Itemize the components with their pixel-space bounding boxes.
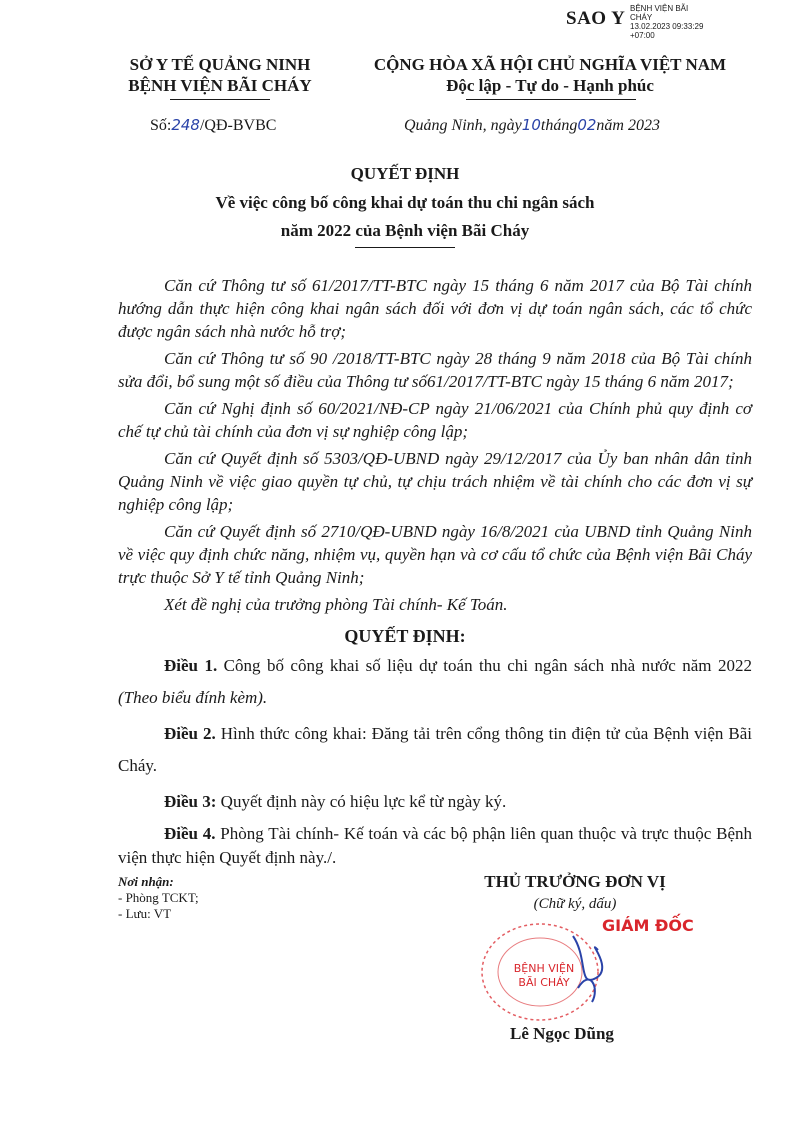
article-4: [118, 822, 752, 870]
org-parent: SỞ Y TẾ QUẢNG NINH: [129, 55, 311, 74]
date-year: năm 2023: [596, 117, 660, 134]
doc-number-prefix: Số:: [150, 117, 172, 134]
article-4-label: Điều 4.: [164, 824, 216, 843]
nation-name: CỘNG HÒA XÃ HỘI CHỦ NGHĨA VIỆT NAM: [373, 55, 727, 74]
article-2: [118, 718, 752, 782]
preamble-basis-5: Căn cứ Quyết định số 2710/QĐ-UBND ngày 16/8/2021 của UBND tỉnh Quảng Ninh về việc quy định chức năng, nhiệm vụ, quyền hạn và cơ cấu tổ chức của Bệnh viện Bãi Cháy trực thuộc Sở Y tế tỉnh Quảng Ninh;: [118, 522, 752, 587]
decision-subject-line2: năm 2022 của Bệnh viện Bãi Cháy: [280, 221, 530, 240]
preamble-basis-1: Căn cứ Thông tư số 61/2017/TT-BTC ngày 15 tháng 6 năm 2017 của Bộ Tài chính hướng dẫn thực hiện công khai ngân sách đối với đơn vị dự toán ngân sách, các tổ chức được ngân sách nhà nước hỗ trợ;: [118, 276, 752, 341]
sao-y-label: SAO Y: [566, 8, 626, 29]
doc-number-handwritten: 248: [171, 116, 200, 134]
motto-underline: [466, 99, 636, 100]
signer-name: Lê Ngọc Dũng: [510, 1024, 614, 1043]
digital-signature-info: [630, 4, 703, 40]
preamble-basis-3: Căn cứ Nghị định số 60/2021/NĐ-CP ngày 21/06/2021 của Chính phủ quy định cơ chế tự chủ tài chính của đơn vị sự nghiệp công lập;: [118, 399, 752, 441]
article-2-label: Điều 2.: [164, 724, 216, 743]
stamp-signer-line1: BỆNH VIỆN BÃI: [630, 4, 689, 13]
national-heading: [360, 54, 740, 96]
article-3-label: Điều 3:: [164, 792, 217, 811]
date-month: 02: [577, 116, 597, 134]
preamble-proposal: Xét đề nghị của trưởng phòng Tài chính- Kế Toán.: [164, 595, 508, 614]
article-3: [118, 786, 752, 818]
preamble-basis-4: Căn cứ Quyết định số 5303/QĐ-UBND ngày 29/12/2017 của Ủy ban nhân dân tỉnh Quảng Ninh về việc giao quyền tự chủ, tự chịu trách nhiệm về tài chính cho các đơn vị sự nghiệp công lập;: [118, 449, 752, 514]
preamble-basis-2: Căn cứ Thông tư số 90 /2018/TT-BTC ngày 28 tháng 9 năm 2018 của Bộ Tài chính sửa đổi, bổ sung một số điều của Thông tư số61/2017/TT-BTC ngày 15 tháng 6 năm 2017;: [118, 349, 752, 391]
recipient-item: - Phòng TCKT;: [118, 890, 199, 905]
decision-subject-line1: Về việc công bố công khai dự toán thu chi ngân sách: [215, 193, 595, 212]
doc-number-suffix: /QĐ-BVBC: [199, 117, 277, 134]
seal-inscription: BỆNH VIỆN BÃI CHÁY: [513, 962, 575, 989]
article-1-note: (Theo biểu đính kèm).: [118, 688, 268, 707]
preamble: [118, 274, 752, 620]
article-3-text: Quyết định này có hiệu lực kể từ ngày ký.: [216, 792, 507, 811]
org-name: BỆNH VIỆN BÃI CHÁY: [128, 76, 312, 95]
stamp-timezone: +07:00: [630, 31, 655, 40]
stamp-signer-line2: CHÁY: [630, 13, 653, 22]
article-1: [118, 650, 752, 714]
article-2-text: Hình thức công khai: Đăng tải trên cổng thông tin điện tử của Bệnh viện Bãi Cháy.: [118, 724, 752, 775]
title-underline: [355, 247, 455, 248]
article-1-text: Công bố công khai số liệu dự toán thu chi ngân sách nhà nước năm 2022: [217, 656, 752, 675]
articles: [118, 650, 752, 874]
date-month-label: tháng: [540, 117, 578, 134]
recipients-block: [118, 874, 199, 922]
signature-title: THỦ TRƯỞNG ĐƠN VỊ: [484, 872, 666, 891]
issue-date: [404, 116, 660, 135]
date-place: Quảng Ninh, ngày: [404, 117, 522, 134]
date-day: 10: [521, 116, 541, 134]
decision-heading: QUYẾT ĐỊNH:: [344, 626, 466, 646]
recipients-label: Nơi nhận:: [118, 874, 174, 889]
stamp-timestamp: 13.02.2023 09:33:29: [630, 22, 704, 31]
org-underline: [170, 99, 270, 100]
decision-title: QUYẾT ĐỊNH: [350, 164, 460, 183]
signer-position: GIÁM ĐỐC: [602, 916, 694, 935]
issuing-organization: [100, 54, 340, 96]
document-number: [150, 116, 276, 135]
recipient-item: - Lưu: VT: [118, 906, 172, 921]
article-4-text: Phòng Tài chính- Kế toán và các bộ phận liên quan thuộc và trực thuộc Bệnh viện thực hiện Quyết định này./.: [118, 824, 753, 867]
signature-subtitle: (Chữ ký, dấu): [533, 896, 617, 912]
national-motto: Độc lập - Tự do - Hạnh phúc: [446, 76, 654, 95]
article-1-label: Điều 1.: [164, 656, 218, 675]
